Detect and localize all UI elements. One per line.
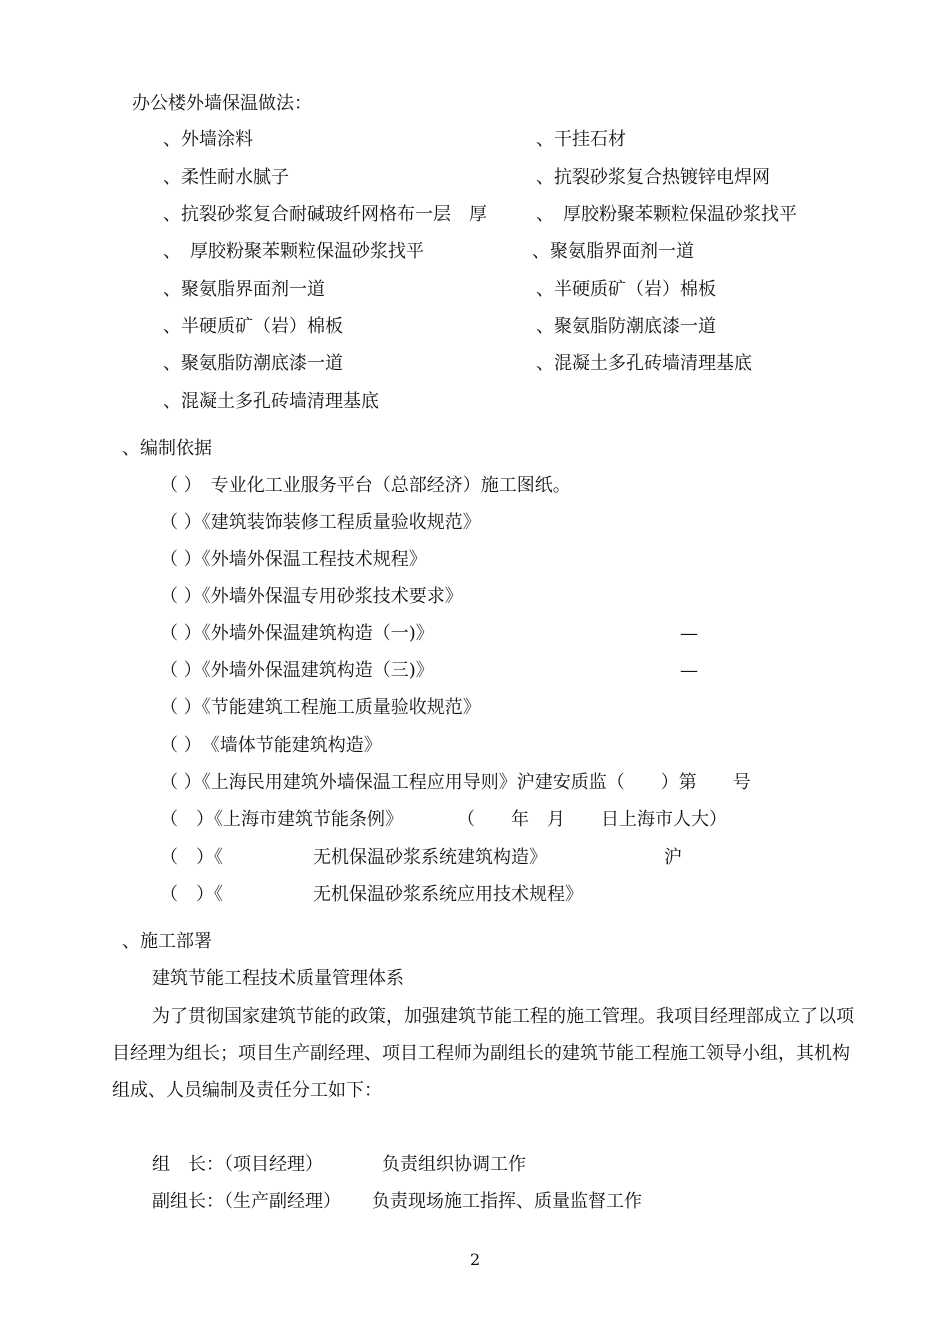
reference-dash: — <box>680 660 698 681</box>
reference-item: （ ）《外墙外保温建筑构造（三)》 <box>160 660 434 681</box>
right-item: 、混凝土多孔砖墙清理基底 <box>536 353 752 374</box>
reference-item: （ ） 《墙体节能建筑构造》 <box>160 735 382 756</box>
role-title: 组 长：（项目经理） <box>152 1154 323 1175</box>
subheading: 建筑节能工程技术质量管理体系 <box>152 968 404 989</box>
role-duty: 负责组织协调工作 <box>382 1154 526 1175</box>
page-number: 2 <box>470 1250 481 1269</box>
right-item: 、 厚胶粉聚苯颗粒保温砂浆找平 <box>536 204 797 225</box>
left-item: 、柔性耐水腻子 <box>163 167 289 188</box>
body-paragraph: 为了贯彻国家建筑节能的政策，加强建筑节能工程的施工管理。我项目经理部成立了以项目经理为组长；项目生产副经理、项目工程师为副组长的建筑节能工程施工领导小组，其机构组成、人员编制及责任分工如下： <box>112 1006 854 1101</box>
right-item: 、抗裂砂浆复合热镀锌电焊网 <box>536 167 770 188</box>
right-item: 、干挂石材 <box>536 129 626 150</box>
intro-heading: 办公楼外墙保温做法： <box>132 93 312 114</box>
left-item: 、半硬质矿（岩）棉板 <box>163 316 343 337</box>
section-heading-basis: 、编制依据 <box>122 438 212 459</box>
section-heading-deployment: 、施工部署 <box>122 931 212 952</box>
reference-dash: — <box>680 623 698 644</box>
reference-item: （ ）《节能建筑工程施工质量验收规范》 <box>160 697 481 718</box>
reference-item: （ ）《外墙外保温工程技术规程》 <box>160 549 427 570</box>
left-item: 、混凝土多孔砖墙清理基底 <box>163 391 379 412</box>
right-item: 、聚氨脂防潮底漆一道 <box>536 316 716 337</box>
left-item: 、抗裂砂浆复合耐碱玻纤网格布一层 厚 <box>163 204 487 225</box>
left-item: 、聚氨脂防潮底漆一道 <box>163 353 343 374</box>
reference-item: （ ） 专业化工业服务平台（总部经济）施工图纸。 <box>160 475 571 496</box>
reference-item: （ ）《 无机保温砂浆系统建筑构造》 沪 <box>160 847 682 868</box>
role-title: 副组长：（生产副经理） <box>152 1191 341 1212</box>
left-item: 、聚氨脂界面剂一道 <box>163 279 325 300</box>
reference-item: （ ）《外墙外保温专用砂浆技术要求》 <box>160 586 463 607</box>
left-item: 、 厚胶粉聚苯颗粒保温砂浆找平 <box>163 241 424 262</box>
role-duty: 负责现场施工指挥、质量监督工作 <box>372 1191 642 1212</box>
right-item: 、聚氨脂界面剂一道 <box>532 241 694 262</box>
reference-item: （ ）《 无机保温砂浆系统应用技术规程》 <box>160 884 583 905</box>
left-item: 、外墙涂料 <box>163 129 253 150</box>
reference-item: （ ）《上海市建筑节能条例》 （ 年 月 日上海市人大） <box>160 809 727 830</box>
reference-item: （ ）《建筑装饰装修工程质量验收规范》 <box>160 512 481 533</box>
reference-item: （ ）《上海民用建筑外墙保温工程应用导则》沪建安质监（ ）第 号 <box>160 772 751 793</box>
right-item: 、半硬质矿（岩）棉板 <box>536 279 716 300</box>
reference-item: （ ）《外墙外保温建筑构造（一)》 <box>160 623 434 644</box>
